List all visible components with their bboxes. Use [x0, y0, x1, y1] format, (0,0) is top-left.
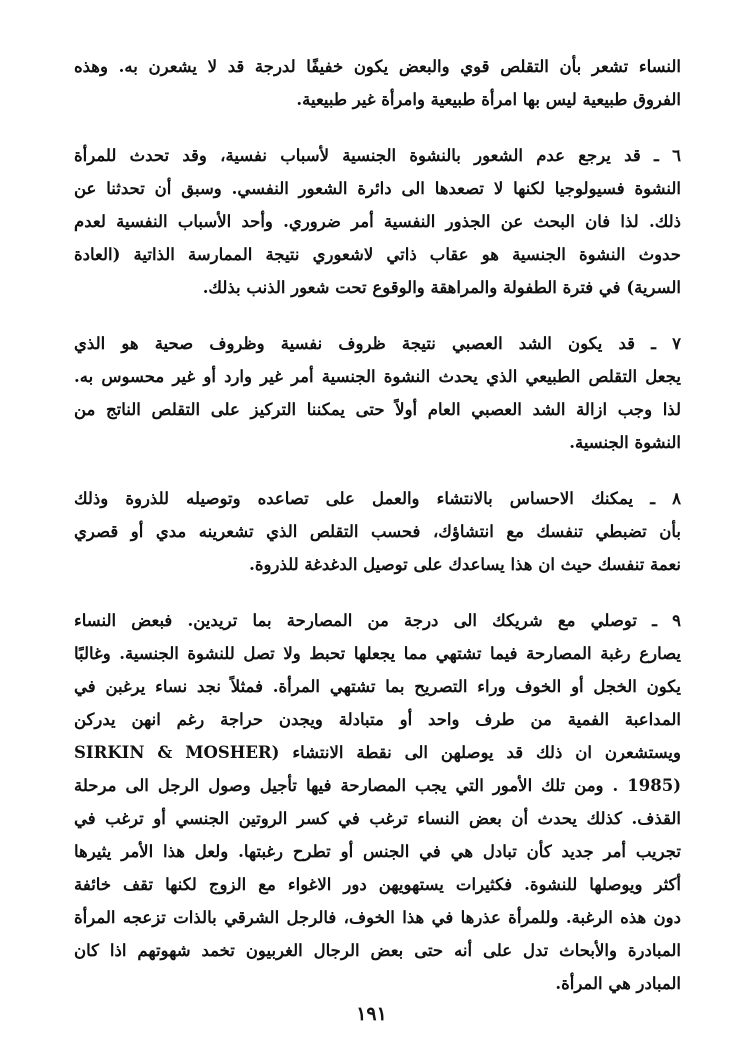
text-line: المبادر هي المرأة.: [555, 974, 681, 993]
page-number: ١٩١: [356, 1003, 387, 1025]
text-line: نعمة تنفسك حيث ان هذا يساعدك على توصيل الدغدغة للذروة.: [249, 555, 681, 574]
text-line: القذف. كذلك يحدث أن بعض النساء ترغب في كسر الروتين الجنسي أو ترغب في: [74, 809, 681, 828]
text-line: الفروق طبيعية ليس بها امرأة طبيعية وامرأة غير طبيعية.: [296, 90, 681, 109]
text-line: ٨ ـ يمكنك الاحساس بالانتشاء والعمل على تصاعده وتوصيله للذروة وذلك: [74, 489, 681, 508]
paragraph-continuation: [74, 50, 681, 116]
text-line: النشوة الجنسية.: [569, 433, 681, 452]
paragraph-6: [74, 139, 681, 304]
paragraph-9: [74, 604, 681, 1000]
text-line: السرية) في فترة الطفولة والمراهقة والوقوع تحت شعور الذنب بذلك.: [202, 278, 681, 297]
paragraph-8: [74, 482, 681, 581]
text-line: يكون الخجل أو الخوف وراء التصريح بما تشتهي المرأة. فمثلاً نجد نساء يرغبن في: [74, 677, 681, 696]
text-line: ٦ ـ قد يرجع عدم الشعور بالنشوة الجنسية لأسباب نفسية، وقد تحدث للمرأة: [74, 146, 681, 165]
text-line: المداعبة الفمية من طرف واحد أو متبادلة ويجدن حراجة رغم انهن يدركن: [74, 710, 681, 729]
text-line: (1985 . ومن تلك الأمور التي يجب المصارحة فيها تأجيل وصول الرجل الى مرحلة: [74, 776, 681, 795]
text-line: ذلك. لذا فان البحث عن الجذور النفسية أمر ضروري. وأحد الأسباب النفسية لعدم: [74, 212, 681, 231]
text-line: دون هذه الرغبة. وللمرأة عذرها في هذا الخوف، فالرجل الشرقي بالذات تزعجه المرأة: [74, 908, 681, 927]
text-line: تجريب أمر جديد كأن تبادل هي في الجنس أو تطرح رغبتها. ولعل هذا الأمر يثيرها: [74, 842, 681, 861]
text-line: أكثر ويوصلها للنشوة. فكثيرات يستهويهن دور الاغواء مع الزوج لكنها تقف خائفة: [74, 875, 681, 894]
text-line: المبادرة والأبحاث تدل على أنه حتى بعض الرجال الغربيون تخمد شهوتهم اذا كان: [74, 941, 681, 960]
text-line: حدوث النشوة الجنسية هو عقاب ذاتي لاشعوري نتيجة الممارسة الذاتية (العادة: [74, 245, 681, 264]
text-line: ٧ ـ قد يكون الشد العصبي نتيجة ظروف نفسية وظروف صحية هو الذي: [74, 334, 681, 353]
text-line: يصارع رغبة المصارحة فيما تشتهي مما يجعلها تحبط ولا تصل للنشوة الجنسية. وغالبًا: [74, 644, 681, 663]
text-line: بأن تضبطي تنفسك مع انتشاؤك، فحسب التقلص الذي تشعرينه مدي أو قصري: [74, 522, 681, 541]
text-line: النشوة فسيولوجيا لكنها لا تصعدها الى دائرة الشعور النفسي. وسبق أن تحدثنا عن: [74, 179, 681, 198]
paragraph-7: [74, 327, 681, 459]
text-column: [74, 50, 681, 1000]
text-line: النساء تشعر بأن التقلص قوي والبعض يكون خفيفًا لدرجة قد لا يشعرن به. وهذه: [74, 57, 681, 76]
text-line: ٩ ـ توصلي مع شريكك الى درجة من المصارحة بما تريدين. فبعض النساء: [74, 611, 681, 630]
text-line: يجعل التقلص الطبيعي الذي يحدث النشوة الجنسية أمر غير وارد أو غير محسوس به.: [74, 367, 681, 386]
text-line: لذا وجب ازالة الشد العصبي العام أولاً حتى يمكننا التركيز على التقلص الناتج من: [74, 400, 681, 419]
text-line: ويستشعرن ان ذلك قد يوصلهن الى نقطة الانتشاء (SIRKIN & MOSHER: [74, 743, 681, 762]
